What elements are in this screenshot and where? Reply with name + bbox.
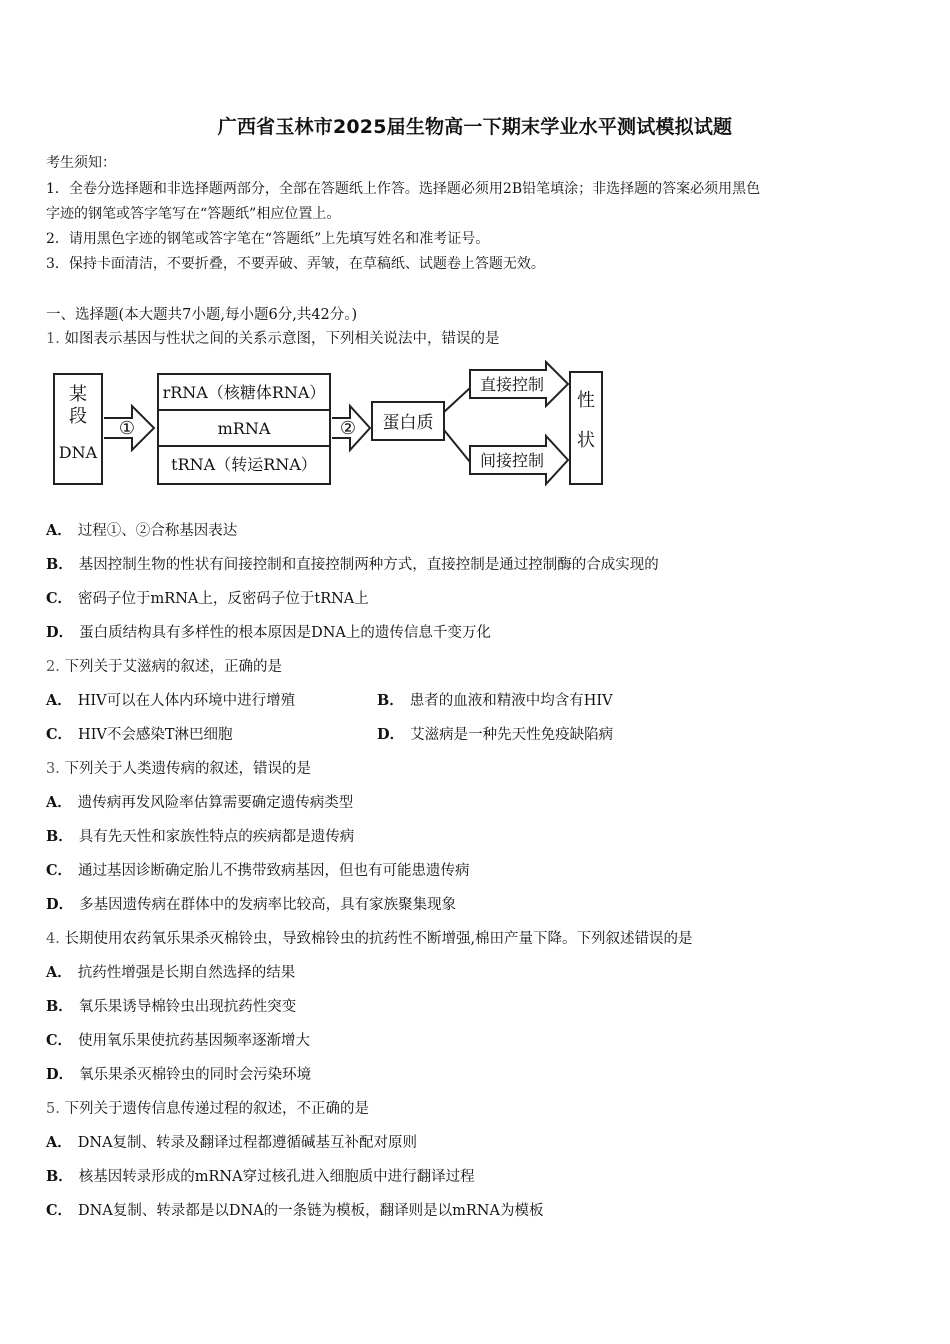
option-2a[interactable] bbox=[46, 689, 295, 710]
option-5b[interactable] bbox=[46, 1165, 475, 1186]
option-4a[interactable] bbox=[46, 961, 295, 982]
option-text: 过程①、②合称基因表达 bbox=[77, 523, 238, 539]
option-label: C． bbox=[46, 1202, 73, 1219]
option-text: 遗传病再发风险率估算需要确定遗传病类型 bbox=[77, 795, 354, 811]
option-label: A． bbox=[46, 1134, 72, 1151]
section-heading: 一、选择题(本大题共7小题,每小题6分,共42分。) bbox=[46, 307, 358, 323]
question-text: 长期使用农药氧乐果杀灭棉铃虫，导致棉铃虫的抗药性不断增强,棉田产量下降。下列叙述错误的是 bbox=[64, 931, 693, 947]
option-label: D． bbox=[377, 726, 405, 743]
option-text: 蛋白质结构具有多样性的根本原因是DNA上的遗传信息千变万化 bbox=[79, 625, 491, 641]
page-title: 广西省玉林市2025届生物高一下期末学业水平测试模拟试题 bbox=[217, 116, 733, 138]
option-text: 多基因遗传病在群体中的发病率比较高，具有家族聚集现象 bbox=[79, 897, 457, 913]
option-4d[interactable] bbox=[46, 1063, 311, 1084]
option-label: C． bbox=[46, 726, 73, 743]
option-label: B． bbox=[46, 828, 73, 845]
option-1a[interactable] bbox=[46, 519, 237, 540]
option-label: C． bbox=[46, 590, 73, 607]
question-number: 5. bbox=[46, 1101, 60, 1117]
notice-item: 字迹的钢笔或答字笔写在“答题纸”相应位置上。 bbox=[46, 206, 341, 222]
option-text: HIV不会感染T淋巴细胞 bbox=[78, 727, 233, 743]
dna-label-2: 段 bbox=[69, 406, 87, 427]
option-2d[interactable] bbox=[377, 723, 613, 744]
option-3a[interactable] bbox=[46, 791, 353, 812]
rrna-label: rRNA（核糖体RNA） bbox=[162, 383, 326, 402]
option-text: DNA复制、转录及翻译过程都遵循碱基互补配对原则 bbox=[77, 1135, 418, 1151]
option-text: 氧乐果杀灭棉铃虫的同时会污染环境 bbox=[79, 1067, 312, 1083]
option-4b[interactable] bbox=[46, 995, 296, 1016]
option-label: A． bbox=[46, 794, 72, 811]
trait-box bbox=[570, 372, 602, 484]
indirect-control-label: 间接控制 bbox=[479, 451, 545, 470]
gene-trait-diagram bbox=[50, 360, 610, 499]
option-label: B． bbox=[46, 998, 73, 1015]
option-text: HIV可以在人体内环境中进行增殖 bbox=[77, 693, 296, 709]
option-3b[interactable] bbox=[46, 825, 354, 846]
notice-heading: 考生须知： bbox=[46, 155, 116, 171]
option-label: D． bbox=[46, 624, 74, 641]
question-1-stem bbox=[46, 327, 499, 348]
option-4c[interactable] bbox=[46, 1029, 310, 1050]
protein-label: 蛋白质 bbox=[382, 413, 434, 433]
option-text: 通过基因诊断确定胎儿不携带致病基因，但也有可能患遗传病 bbox=[78, 863, 470, 879]
step-1-label: ① bbox=[118, 418, 136, 439]
direct-control-label: 直接控制 bbox=[479, 375, 545, 394]
question-text: 下列关于艾滋病的叙述，正确的是 bbox=[64, 659, 282, 675]
branch-arrow-up bbox=[444, 388, 470, 412]
question-text: 下列关于人类遗传病的叙述，错误的是 bbox=[64, 761, 311, 777]
trait-label-2: 状 bbox=[577, 430, 595, 451]
option-text: 具有先天性和家族性特点的疾病都是遗传病 bbox=[78, 829, 355, 845]
option-1c[interactable] bbox=[46, 587, 369, 608]
question-number: 2. bbox=[46, 659, 60, 675]
option-text: 抗药性增强是长期自然选择的结果 bbox=[77, 965, 296, 981]
option-2b[interactable] bbox=[377, 689, 613, 710]
option-text: 患者的血液和精液中均含有HIV bbox=[409, 693, 613, 709]
question-3-stem bbox=[46, 757, 311, 778]
question-number: 4. bbox=[46, 931, 60, 947]
option-label: D． bbox=[46, 1066, 74, 1083]
option-1d[interactable] bbox=[46, 621, 491, 642]
question-5-stem bbox=[46, 1097, 369, 1118]
option-label: B． bbox=[46, 1168, 73, 1185]
question-text: 下列关于遗传信息传递过程的叙述，不正确的是 bbox=[64, 1101, 369, 1117]
mrna-label: mRNA bbox=[217, 419, 271, 438]
question-number: 3. bbox=[46, 761, 60, 777]
option-3d[interactable] bbox=[46, 893, 456, 914]
option-label: C． bbox=[46, 1032, 73, 1049]
option-5c[interactable] bbox=[46, 1199, 543, 1220]
option-1b[interactable] bbox=[46, 553, 659, 574]
option-label: B． bbox=[377, 692, 404, 709]
trait-label-1: 性 bbox=[577, 390, 595, 411]
option-text: 氧乐果诱导棉铃虫出现抗药性突变 bbox=[78, 999, 297, 1015]
option-label: A． bbox=[46, 692, 72, 709]
step-2-label: ② bbox=[339, 418, 357, 439]
branch-arrow-down bbox=[444, 430, 470, 462]
option-3c[interactable] bbox=[46, 859, 470, 880]
question-number: 1. bbox=[46, 331, 60, 347]
question-4-stem bbox=[46, 927, 693, 948]
notice-item: 3．保持卡面清洁，不要折叠，不要弄破、弄皱，在草稿纸、试题卷上答题无效。 bbox=[46, 256, 545, 272]
question-text: 如图表示基因与性状之间的关系示意图，下列相关说法中，错误的是 bbox=[64, 331, 500, 347]
option-2c[interactable] bbox=[46, 723, 233, 744]
dna-label-1: 某 bbox=[69, 384, 87, 405]
option-label: D． bbox=[46, 896, 74, 913]
option-text: 核基因转录形成的mRNA穿过核孔进入细胞质中进行翻译过程 bbox=[78, 1169, 475, 1185]
option-label: A． bbox=[46, 964, 72, 981]
option-text: DNA复制、转录都是以DNA的一条链为模板，翻译则是以mRNA为模板 bbox=[78, 1203, 544, 1219]
notice-item: 2．请用黑色字迹的钢笔或答字笔在“答题纸”上先填写姓名和准考证号。 bbox=[46, 231, 490, 247]
option-text: 使用氧乐果使抗药基因频率逐渐增大 bbox=[78, 1033, 311, 1049]
option-text: 艾滋病是一种先天性免疫缺陷病 bbox=[410, 727, 614, 743]
option-label: B． bbox=[46, 556, 73, 573]
dna-label-3: DNA bbox=[58, 443, 98, 462]
trna-label: tRNA（转运RNA） bbox=[171, 455, 317, 474]
question-2-stem bbox=[46, 655, 282, 676]
option-label: C． bbox=[46, 862, 73, 879]
option-label: A． bbox=[46, 522, 72, 539]
option-text: 基因控制生物的性状有间接控制和直接控制两种方式，直接控制是通过控制酶的合成实现的 bbox=[78, 557, 659, 573]
option-text: 密码子位于mRNA上，反密码子位于tRNA上 bbox=[78, 591, 369, 607]
option-5a[interactable] bbox=[46, 1131, 417, 1152]
notice-item: 1．全卷分选择题和非选择题两部分，全部在答题纸上作答。选择题必须用2B铅笔填涂；非选择题的答案必须用黑色 bbox=[46, 181, 761, 197]
